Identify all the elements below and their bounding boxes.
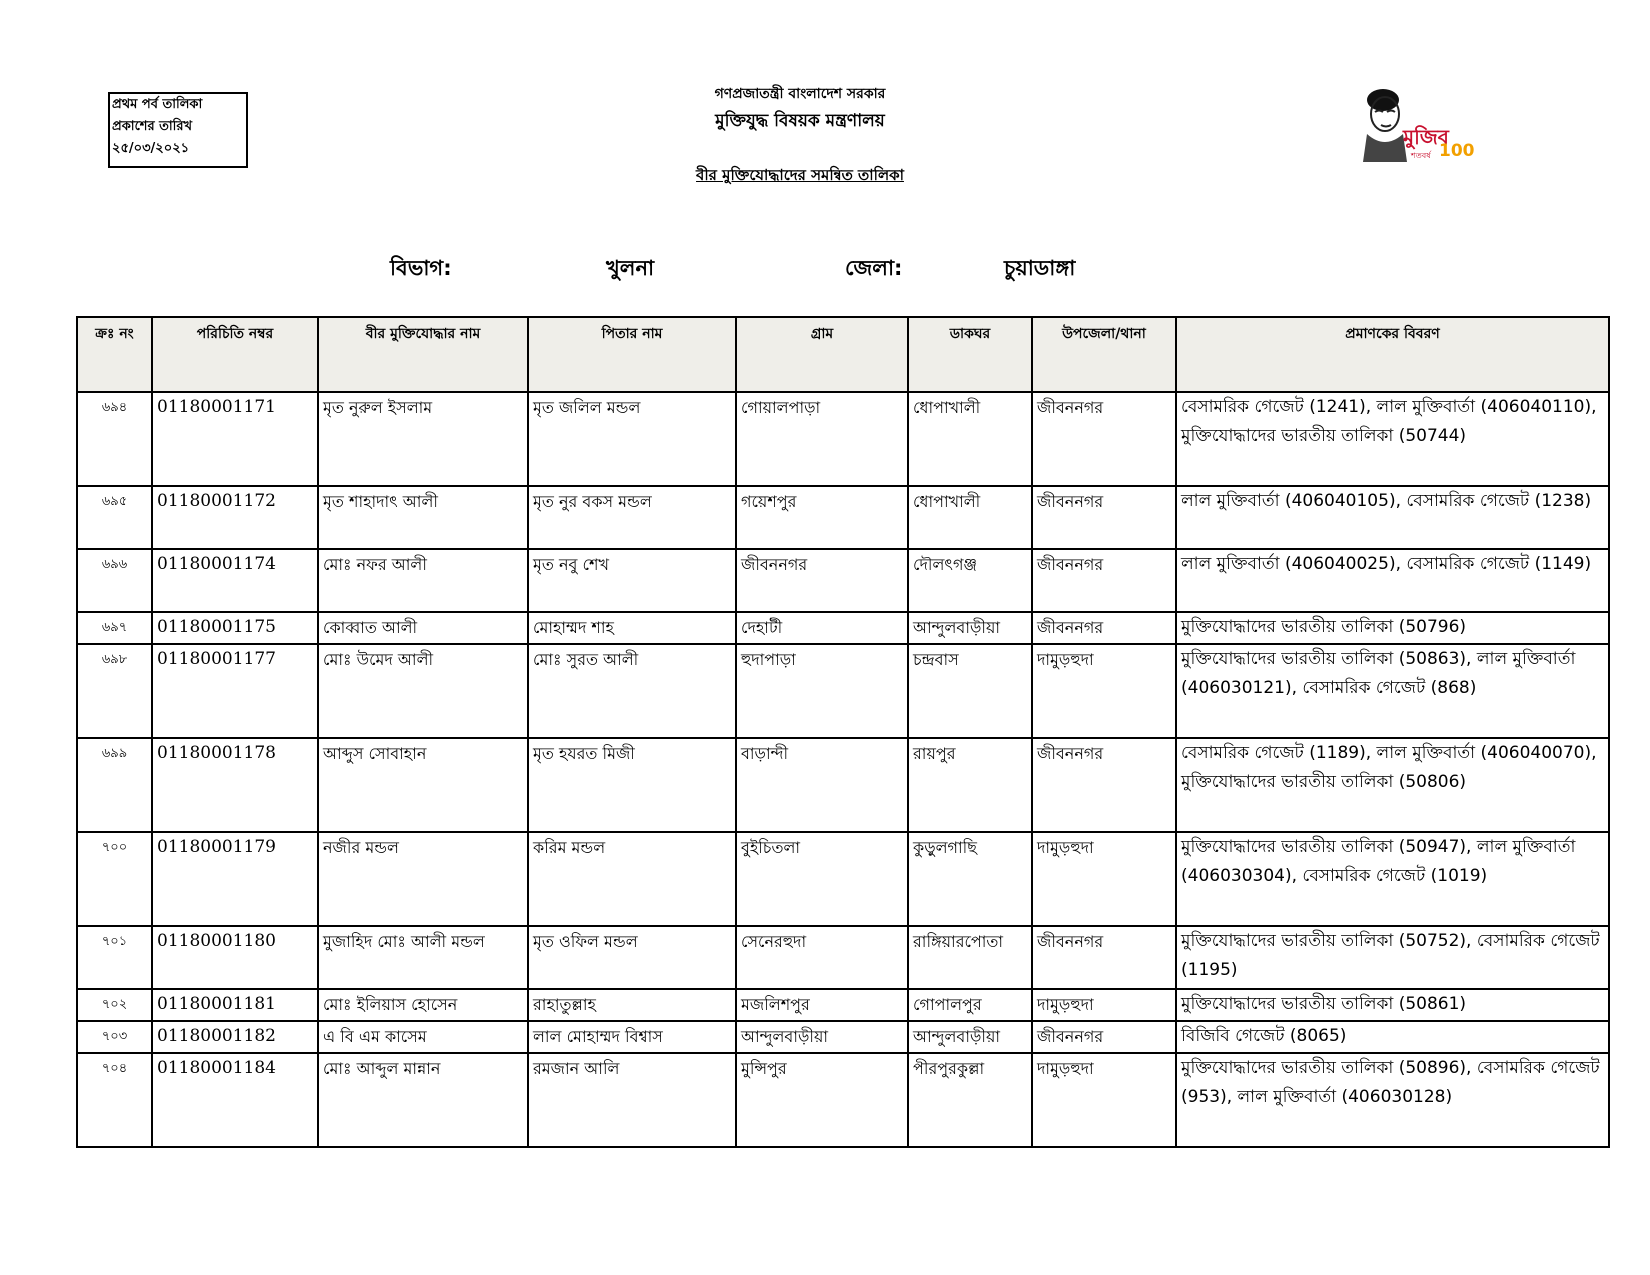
cell-fighter-name: মুজাহিদ মোঃ আলী মন্ডল	[318, 926, 528, 989]
cell-post-office: দৌলৎগঞ্জ	[908, 549, 1032, 612]
cell-serial: ৬৯৫	[77, 486, 152, 549]
table-row	[77, 738, 1609, 832]
district-value: চুয়াডাঙ্গা	[1004, 256, 1076, 280]
cell-serial: ৭০০	[77, 832, 152, 926]
list-phase-label: প্রথম পর্ব তালিকা	[112, 97, 203, 112]
cell-evidence: বিজিবি গেজেট (8065)	[1176, 1021, 1609, 1053]
division-label: বিভাগ:	[390, 256, 452, 280]
cell-village: হুদাপাড়া	[736, 644, 908, 738]
cell-evidence: মুক্তিযোদ্ধাদের ভারতীয় তালিকা (50863), লাল মুক্তিবার্তা (406030121), বেসামরিক গেজেট (868)	[1176, 644, 1609, 738]
cell-post-office: গোপালপুর	[908, 989, 1032, 1021]
table-row	[77, 1053, 1609, 1147]
cell-upazila: জীবননগর	[1032, 486, 1176, 549]
cell-village: গয়েশপুর	[736, 486, 908, 549]
cell-upazila: দামুড়হুদা	[1032, 989, 1176, 1021]
cell-id-number: 01180001171	[152, 392, 318, 486]
table-row	[77, 392, 1609, 486]
cell-village: আন্দুলবাড়ীয়া	[736, 1021, 908, 1053]
cell-serial: ৬৯৪	[77, 392, 152, 486]
table-row	[77, 612, 1609, 644]
cell-post-office: আন্দুলবাড়ীয়া	[908, 612, 1032, 644]
cell-serial: ৭০৩	[77, 1021, 152, 1053]
cell-id-number: 01180001175	[152, 612, 318, 644]
cell-post-office: আন্দুলবাড়ীয়া	[908, 1021, 1032, 1053]
col-father-name: পিতার নাম	[528, 317, 736, 392]
cell-serial: ৭০২	[77, 989, 152, 1021]
cell-village: সেনেরহুদা	[736, 926, 908, 989]
cell-village: গোয়ালপাড়া	[736, 392, 908, 486]
table-row	[77, 832, 1609, 926]
publication-date: ২৫/০৩/২০২১	[112, 141, 190, 156]
district-label: জেলা:	[845, 256, 903, 280]
cell-serial: ৭০৪	[77, 1053, 152, 1147]
cell-id-number: 01180001172	[152, 486, 318, 549]
cell-serial: ৬৯৯	[77, 738, 152, 832]
cell-fighter-name: আব্দুস সোবাহান	[318, 738, 528, 832]
col-post-office: ডাকঘর	[908, 317, 1032, 392]
government-name: গণপ্রজাতন্ত্রী বাংলাদেশ সরকার	[714, 86, 886, 102]
cell-evidence: মুক্তিযোদ্ধাদের ভারতীয় তালিকা (50896), বেসামরিক গেজেট (953), লাল মুক্তিবার্তা (406030128)	[1176, 1053, 1609, 1147]
cell-father-name: করিম মন্ডল	[528, 832, 736, 926]
cell-id-number: 01180001178	[152, 738, 318, 832]
cell-id-number: 01180001174	[152, 549, 318, 612]
cell-upazila: দামুড়হুদা	[1032, 832, 1176, 926]
cell-id-number: 01180001180	[152, 926, 318, 989]
cell-post-office: রাঙ্গিয়ারপোতা	[908, 926, 1032, 989]
logo-number: 100	[1439, 141, 1475, 161]
ministry-name: মুক্তিযুদ্ধ বিষয়ক মন্ত্রণালয়	[715, 111, 885, 131]
cell-fighter-name: মোঃ আব্দুল মান্নান	[318, 1053, 528, 1147]
cell-post-office: ধোপাখালী	[908, 392, 1032, 486]
document-title-text: বীর মুক্তিযোদ্ধাদের সমন্বিত তালিকা	[696, 166, 904, 184]
cell-id-number: 01180001181	[152, 989, 318, 1021]
cell-village: দেহাটী	[736, 612, 908, 644]
cell-id-number: 01180001179	[152, 832, 318, 926]
col-upazila: উপজেলা/থানা	[1032, 317, 1176, 392]
cell-father-name: মৃত জলিল মন্ডল	[528, 392, 736, 486]
cell-serial: ৬৯৭	[77, 612, 152, 644]
cell-evidence: বেসামরিক গেজেট (1189), লাল মুক্তিবার্তা (406040070), মুক্তিযোদ্ধাদের ভারতীয় তালিকা (50806)	[1176, 738, 1609, 832]
cell-evidence: লাল মুক্তিবার্তা (406040105), বেসামরিক গেজেট (1238)	[1176, 486, 1609, 549]
cell-evidence: মুক্তিযোদ্ধাদের ভারতীয় তালিকা (50947), লাল মুক্তিবার্তা (406030304), বেসামরিক গেজেট (1019)	[1176, 832, 1609, 926]
cell-fighter-name: এ বি এম কাসেম	[318, 1021, 528, 1053]
cell-village: বাড়ান্দী	[736, 738, 908, 832]
cell-fighter-name: মোঃ ইলিয়াস হোসেন	[318, 989, 528, 1021]
cell-serial: ৬৯৮	[77, 644, 152, 738]
col-village: গ্রাম	[736, 317, 908, 392]
col-id-number: পরিচিতি নম্বর	[152, 317, 318, 392]
logo-subtext: শতবর্ষ	[1411, 151, 1431, 160]
table-row	[77, 989, 1609, 1021]
cell-post-office: পীরপুরকুল্লা	[908, 1053, 1032, 1147]
table-row	[77, 1021, 1609, 1053]
cell-fighter-name: নজীর মন্ডল	[318, 832, 528, 926]
cell-evidence: মুক্তিযোদ্ধাদের ভারতীয় তালিকা (50796)	[1176, 612, 1609, 644]
cell-id-number: 01180001184	[152, 1053, 318, 1147]
cell-post-office: রায়পুর	[908, 738, 1032, 832]
freedom-fighters-table	[76, 316, 1610, 1148]
cell-upazila: দামুড়হুদা	[1032, 644, 1176, 738]
col-fighter-name: বীর মুক্তিযোদ্ধার নাম	[318, 317, 528, 392]
cell-father-name: লাল মোহাম্মদ বিশ্বাস	[528, 1021, 736, 1053]
cell-id-number: 01180001182	[152, 1021, 318, 1053]
cell-father-name: মোঃ সুরত আলী	[528, 644, 736, 738]
cell-father-name: মৃত ওফিল মন্ডল	[528, 926, 736, 989]
publication-date-label: প্রকাশের তারিখ	[112, 119, 193, 134]
cell-post-office: চন্দ্রবাস	[908, 644, 1032, 738]
cell-fighter-name: মোঃ উমেদ আলী	[318, 644, 528, 738]
cell-fighter-name: মৃত নুরুল ইসলাম	[318, 392, 528, 486]
mujib-centenary-logo	[1355, 82, 1475, 162]
cell-post-office: কুড়ুলগাছি	[908, 832, 1032, 926]
cell-father-name: রমজান আলি	[528, 1053, 736, 1147]
col-serial: ক্রঃ নং	[77, 317, 152, 392]
cell-id-number: 01180001177	[152, 644, 318, 738]
cell-evidence: মুক্তিযোদ্ধাদের ভারতীয় তালিকা (50861)	[1176, 989, 1609, 1021]
cell-evidence: বেসামরিক গেজেট (1241), লাল মুক্তিবার্তা (406040110), মুক্তিযোদ্ধাদের ভারতীয় তালিকা (50744)	[1176, 392, 1609, 486]
cell-upazila: জীবননগর	[1032, 738, 1176, 832]
table-row	[77, 486, 1609, 549]
cell-upazila: জীবননগর	[1032, 926, 1176, 989]
division-value: খুলনা	[606, 256, 655, 280]
col-evidence: প্রমাণকের বিবরণ	[1176, 317, 1609, 392]
cell-upazila: দামুড়হুদা	[1032, 1053, 1176, 1147]
cell-evidence: মুক্তিযোদ্ধাদের ভারতীয় তালিকা (50752), বেসামরিক গেজেট (1195)	[1176, 926, 1609, 989]
cell-village: জীবননগর	[736, 549, 908, 612]
table-header-row	[77, 317, 1609, 392]
cell-fighter-name: মোঃ নফর আলী	[318, 549, 528, 612]
cell-evidence: লাল মুক্তিবার্তা (406040025), বেসামরিক গেজেট (1149)	[1176, 549, 1609, 612]
table-row	[77, 644, 1609, 738]
cell-village: মুন্সিপুর	[736, 1053, 908, 1147]
cell-upazila: জীবননগর	[1032, 549, 1176, 612]
table-row	[77, 926, 1609, 989]
cell-father-name: মৃত নুর বকস মন্ডল	[528, 486, 736, 549]
cell-village: মজলিশপুর	[736, 989, 908, 1021]
cell-serial: ৭০১	[77, 926, 152, 989]
cell-upazila: জীবননগর	[1032, 392, 1176, 486]
cell-father-name: মৃত হযরত মিজী	[528, 738, 736, 832]
cell-post-office: ধোপাখালী	[908, 486, 1032, 549]
cell-upazila: জীবননগর	[1032, 1021, 1176, 1053]
cell-father-name: মোহাম্মদ শাহ	[528, 612, 736, 644]
cell-father-name: মৃত নবু শেখ	[528, 549, 736, 612]
logo-text: মুজিব	[1403, 125, 1449, 149]
table-row	[77, 549, 1609, 612]
document-title	[0, 164, 1625, 189]
cell-serial: ৬৯৬	[77, 549, 152, 612]
cell-upazila: জীবননগর	[1032, 612, 1176, 644]
cell-village: বুইচিতলা	[736, 832, 908, 926]
cell-father-name: রাহাতুল্লাহ	[528, 989, 736, 1021]
cell-fighter-name: কোব্বাত আলী	[318, 612, 528, 644]
cell-fighter-name: মৃত শাহাদাৎ আলী	[318, 486, 528, 549]
